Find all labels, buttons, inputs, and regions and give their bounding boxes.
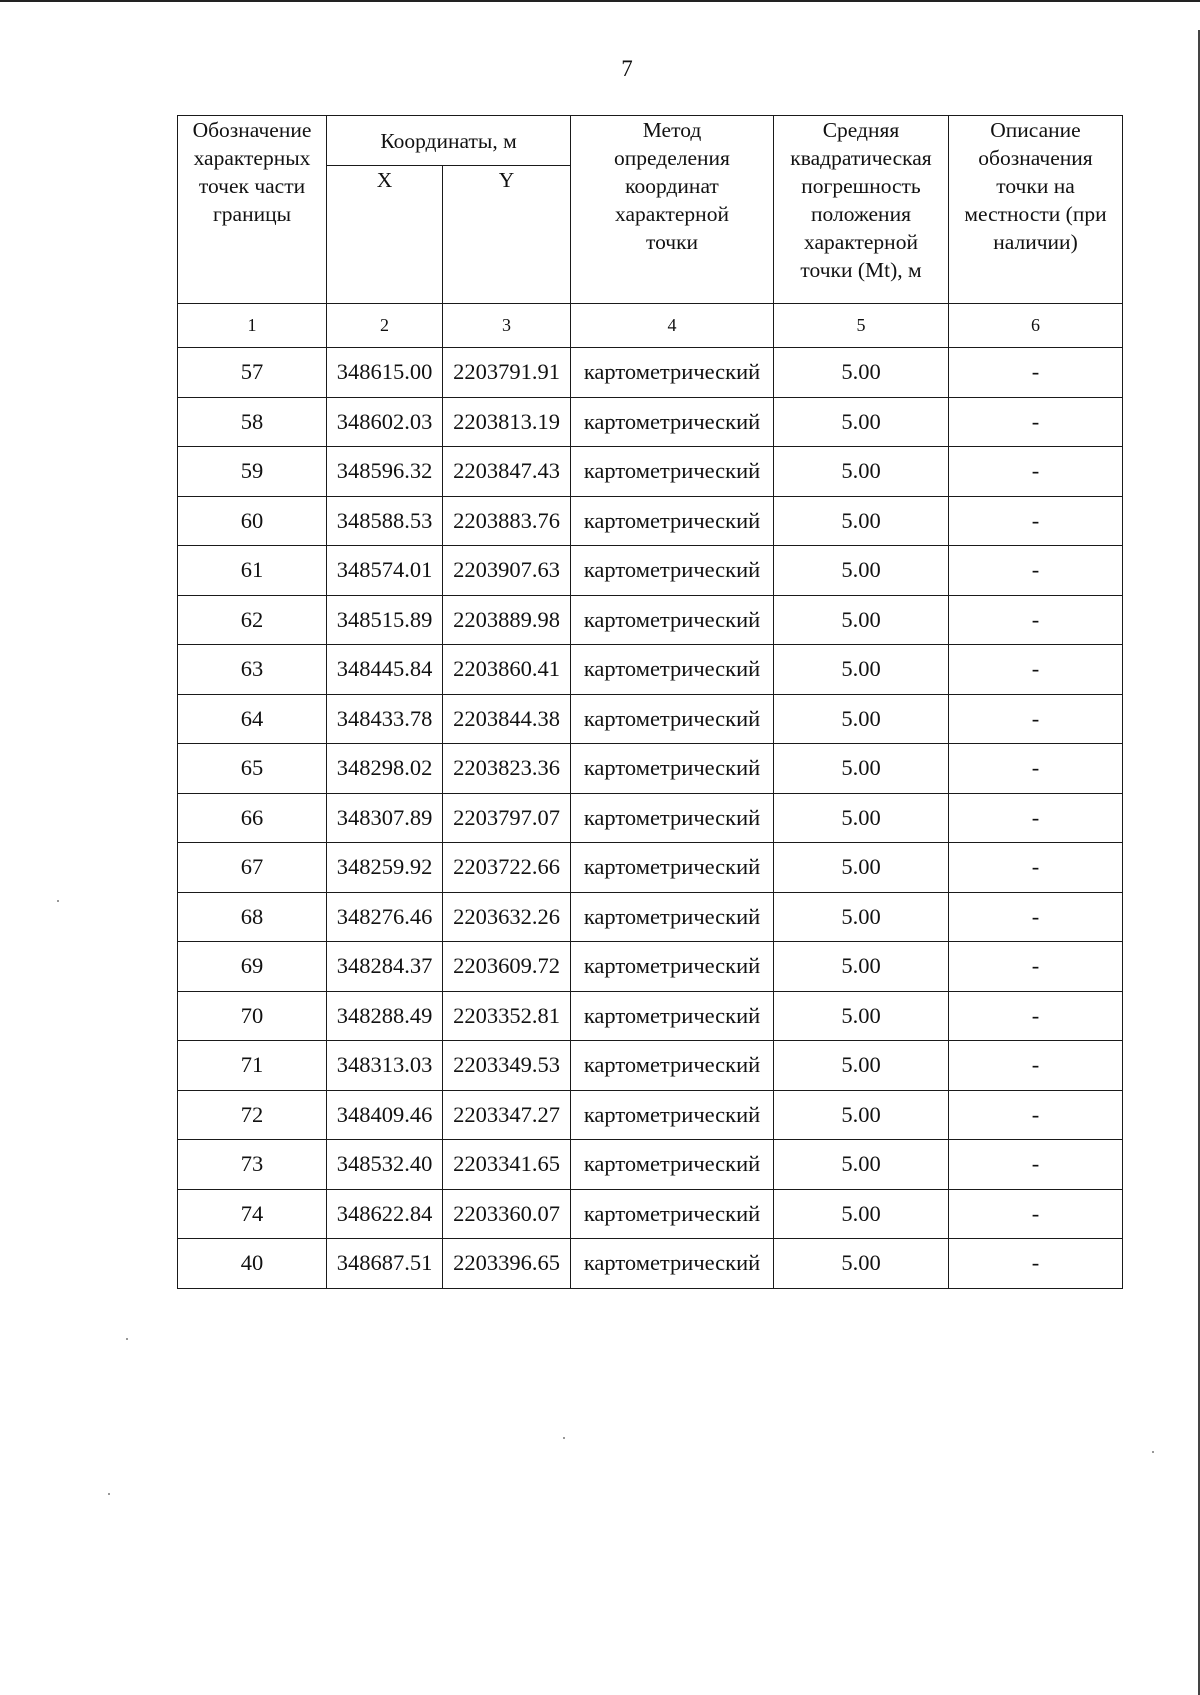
scan-speck	[563, 1437, 565, 1439]
x-cell: 348622.84	[327, 1189, 443, 1239]
error-cell: 5.00	[774, 744, 949, 794]
error-cell: 5.00	[774, 1239, 949, 1289]
x-cell: 348532.40	[327, 1140, 443, 1190]
description-cell: -	[949, 1239, 1123, 1289]
error-cell: 5.00	[774, 397, 949, 447]
method-cell: картометрический	[571, 744, 774, 794]
description-cell: -	[949, 397, 1123, 447]
error-cell: 5.00	[774, 1041, 949, 1091]
table-row	[178, 348, 1123, 398]
y-cell: 2203860.41	[443, 645, 571, 695]
point-cell: 67	[178, 843, 327, 893]
x-cell: 348433.78	[327, 694, 443, 744]
coordinates-table	[177, 115, 1123, 1289]
point-cell: 72	[178, 1090, 327, 1140]
description-cell: -	[949, 447, 1123, 497]
point-cell: 68	[178, 892, 327, 942]
description-cell: -	[949, 1090, 1123, 1140]
table-row	[178, 942, 1123, 992]
method-cell: картометрический	[571, 1090, 774, 1140]
method-cell: картометрический	[571, 843, 774, 893]
x-cell: 348574.01	[327, 546, 443, 596]
y-cell: 2203609.72	[443, 942, 571, 992]
method-cell: картометрический	[571, 496, 774, 546]
table-row	[178, 892, 1123, 942]
point-cell: 63	[178, 645, 327, 695]
description-cell: -	[949, 546, 1123, 596]
error-cell: 5.00	[774, 447, 949, 497]
point-cell: 59	[178, 447, 327, 497]
error-cell: 5.00	[774, 793, 949, 843]
table-row	[178, 496, 1123, 546]
method-cell: картометрический	[571, 1239, 774, 1289]
y-cell: 2203360.07	[443, 1189, 571, 1239]
error-cell: 5.00	[774, 546, 949, 596]
description-cell: -	[949, 348, 1123, 398]
description-cell: -	[949, 595, 1123, 645]
description-cell: -	[949, 496, 1123, 546]
point-cell: 66	[178, 793, 327, 843]
point-cell: 71	[178, 1041, 327, 1091]
y-cell: 2203632.26	[443, 892, 571, 942]
header-coordinates: Координаты, м	[327, 116, 571, 166]
x-cell: 348409.46	[327, 1090, 443, 1140]
point-cell: 60	[178, 496, 327, 546]
y-cell: 2203907.63	[443, 546, 571, 596]
y-cell: 2203722.66	[443, 843, 571, 893]
error-cell: 5.00	[774, 595, 949, 645]
description-cell: -	[949, 645, 1123, 695]
point-cell: 57	[178, 348, 327, 398]
y-cell: 2203883.76	[443, 496, 571, 546]
column-number: 2	[327, 304, 443, 348]
table-row	[178, 595, 1123, 645]
table-row	[178, 447, 1123, 497]
point-cell: 74	[178, 1189, 327, 1239]
header-y: Y	[443, 166, 571, 304]
y-cell: 2203813.19	[443, 397, 571, 447]
y-cell: 2203844.38	[443, 694, 571, 744]
method-cell: картометрический	[571, 397, 774, 447]
y-cell: 2203791.91	[443, 348, 571, 398]
x-cell: 348445.84	[327, 645, 443, 695]
header-description: Описание обозначения точки на местности (при наличии)	[949, 116, 1123, 304]
header-designation: Обозначение характерных точек части границы	[178, 116, 327, 304]
description-cell: -	[949, 793, 1123, 843]
y-cell: 2203349.53	[443, 1041, 571, 1091]
scan-speck	[1152, 1451, 1154, 1453]
point-cell: 64	[178, 694, 327, 744]
description-cell: -	[949, 1140, 1123, 1190]
description-cell: -	[949, 843, 1123, 893]
error-cell: 5.00	[774, 1140, 949, 1190]
table-row	[178, 843, 1123, 893]
column-number: 1	[178, 304, 327, 348]
description-cell: -	[949, 942, 1123, 992]
error-cell: 5.00	[774, 942, 949, 992]
method-cell: картометрический	[571, 942, 774, 992]
point-cell: 65	[178, 744, 327, 794]
table-row	[178, 546, 1123, 596]
scan-speck	[126, 1338, 128, 1340]
y-cell: 2203396.65	[443, 1239, 571, 1289]
point-cell: 73	[178, 1140, 327, 1190]
error-cell: 5.00	[774, 843, 949, 893]
table-row	[178, 1189, 1123, 1239]
error-cell: 5.00	[774, 1090, 949, 1140]
table-row	[178, 1140, 1123, 1190]
point-cell: 61	[178, 546, 327, 596]
column-number: 5	[774, 304, 949, 348]
x-cell: 348588.53	[327, 496, 443, 546]
x-cell: 348602.03	[327, 397, 443, 447]
point-cell: 58	[178, 397, 327, 447]
error-cell: 5.00	[774, 694, 949, 744]
y-cell: 2203823.36	[443, 744, 571, 794]
method-cell: картометрический	[571, 447, 774, 497]
page-number: 7	[621, 56, 633, 81]
method-cell: картометрический	[571, 546, 774, 596]
method-cell: картометрический	[571, 595, 774, 645]
error-cell: 5.00	[774, 892, 949, 942]
method-cell: картометрический	[571, 348, 774, 398]
description-cell: -	[949, 892, 1123, 942]
table-row	[178, 991, 1123, 1041]
description-cell: -	[949, 991, 1123, 1041]
error-cell: 5.00	[774, 645, 949, 695]
y-cell: 2203889.98	[443, 595, 571, 645]
method-cell: картометрический	[571, 1041, 774, 1091]
header-method: Метод определения координат характерной точки	[571, 116, 774, 304]
point-cell: 62	[178, 595, 327, 645]
x-cell: 348307.89	[327, 793, 443, 843]
column-number: 4	[571, 304, 774, 348]
table-row	[178, 744, 1123, 794]
method-cell: картометрический	[571, 1189, 774, 1239]
column-number: 6	[949, 304, 1123, 348]
method-cell: картометрический	[571, 892, 774, 942]
error-cell: 5.00	[774, 1189, 949, 1239]
table-row	[178, 1239, 1123, 1289]
error-cell: 5.00	[774, 348, 949, 398]
point-cell: 40	[178, 1239, 327, 1289]
scan-speck	[57, 900, 59, 902]
x-cell: 348596.32	[327, 447, 443, 497]
x-cell: 348298.02	[327, 744, 443, 794]
point-cell: 69	[178, 942, 327, 992]
x-cell: 348615.00	[327, 348, 443, 398]
method-cell: картометрический	[571, 1140, 774, 1190]
method-cell: картометрический	[571, 645, 774, 695]
header-error: Средняя квадратическая погрешность положения характерной точки (Mt), м	[774, 116, 949, 304]
x-cell: 348687.51	[327, 1239, 443, 1289]
y-cell: 2203347.27	[443, 1090, 571, 1140]
error-cell: 5.00	[774, 496, 949, 546]
point-cell: 70	[178, 991, 327, 1041]
x-cell: 348288.49	[327, 991, 443, 1041]
table-row	[178, 1090, 1123, 1140]
table-row	[178, 645, 1123, 695]
y-cell: 2203352.81	[443, 991, 571, 1041]
method-cell: картометрический	[571, 793, 774, 843]
column-number: 3	[443, 304, 571, 348]
error-cell: 5.00	[774, 991, 949, 1041]
description-cell: -	[949, 1041, 1123, 1091]
description-cell: -	[949, 694, 1123, 744]
x-cell: 348284.37	[327, 942, 443, 992]
header-x: X	[327, 166, 443, 304]
table-row	[178, 793, 1123, 843]
x-cell: 348259.92	[327, 843, 443, 893]
x-cell: 348515.89	[327, 595, 443, 645]
x-cell: 348276.46	[327, 892, 443, 942]
table-body	[178, 348, 1123, 1289]
scan-speck	[108, 1493, 110, 1495]
x-cell: 348313.03	[327, 1041, 443, 1091]
scan-border-top	[0, 0, 1200, 2]
method-cell: картометрический	[571, 991, 774, 1041]
y-cell: 2203341.65	[443, 1140, 571, 1190]
column-numbers-row	[178, 304, 1123, 348]
table-row	[178, 1041, 1123, 1091]
y-cell: 2203847.43	[443, 447, 571, 497]
description-cell: -	[949, 744, 1123, 794]
y-cell: 2203797.07	[443, 793, 571, 843]
table-row	[178, 694, 1123, 744]
description-cell: -	[949, 1189, 1123, 1239]
method-cell: картометрический	[571, 694, 774, 744]
table-row	[178, 397, 1123, 447]
